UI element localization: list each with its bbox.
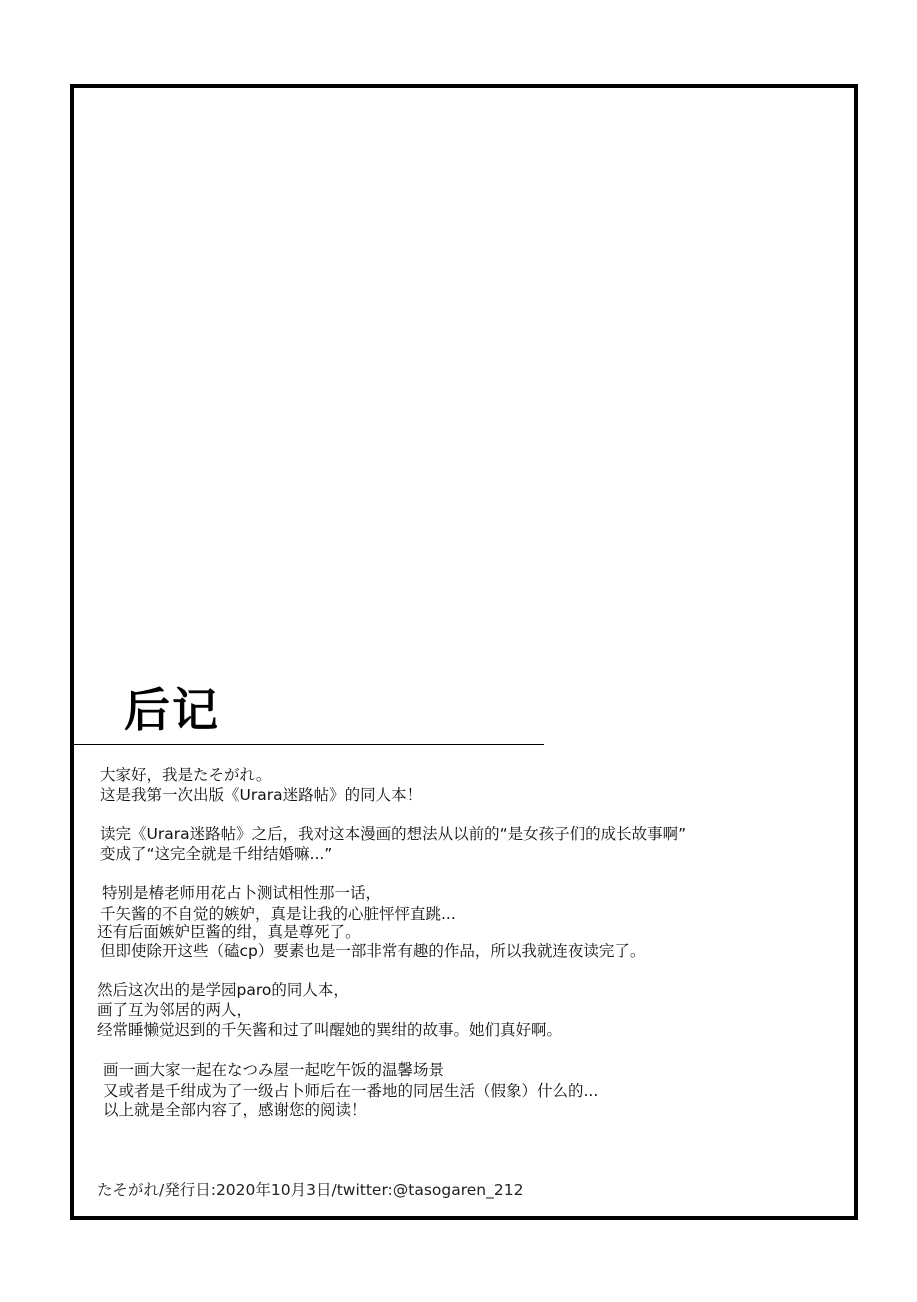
text-line: 大家好，我是たそがれ。 bbox=[100, 766, 272, 784]
text-line: 变成了“这完全就是千绀结婚嘛...” bbox=[100, 845, 333, 863]
page-frame bbox=[70, 84, 858, 1220]
publication-info: たそがれ/発行日:2020年10月3日/twitter:@tasogaren_212 bbox=[97, 1181, 524, 1199]
text-line: 这是我第一次出版《Urara迷路帖》的同人本！ bbox=[100, 786, 423, 804]
text-line: 又或者是千绀成为了一级占卜师后在一番地的同居生活（假象）什么的... bbox=[103, 1082, 599, 1100]
text-line: 还有后面嫉妒臣酱的绀，真是尊死了。 bbox=[97, 923, 361, 941]
text-line: 特别是椿老师用花占卜测试相性那一话， bbox=[102, 884, 382, 902]
title-divider bbox=[74, 744, 544, 745]
text-line: 千矢酱的不自觉的嫉妒，真是让我的心脏怦怦直跳... bbox=[100, 905, 456, 923]
text-line: 画了互为邻居的两人， bbox=[97, 1001, 253, 1019]
text-line: 但即使除开这些（磕cp）要素也是一部非常有趣的作品，所以我就连夜读完了。 bbox=[100, 942, 646, 960]
text-line: 经常睡懒觉迟到的千矢酱和过了叫醒她的巽绀的故事。她们真好啊。 bbox=[97, 1021, 563, 1039]
text-line: 然后这次出的是学园paro的同人本， bbox=[97, 981, 349, 999]
text-line: 以上就是全部内容了，感谢您的阅读！ bbox=[103, 1101, 367, 1119]
text-line: 画一画大家一起在なつみ屋一起吃午饭的温馨场景 bbox=[103, 1061, 445, 1079]
page-title: 后记 bbox=[124, 683, 220, 737]
text-line: 读完《Urara迷路帖》之后，我对这本漫画的想法从以前的“是女孩子们的成长故事啊” bbox=[100, 825, 687, 843]
